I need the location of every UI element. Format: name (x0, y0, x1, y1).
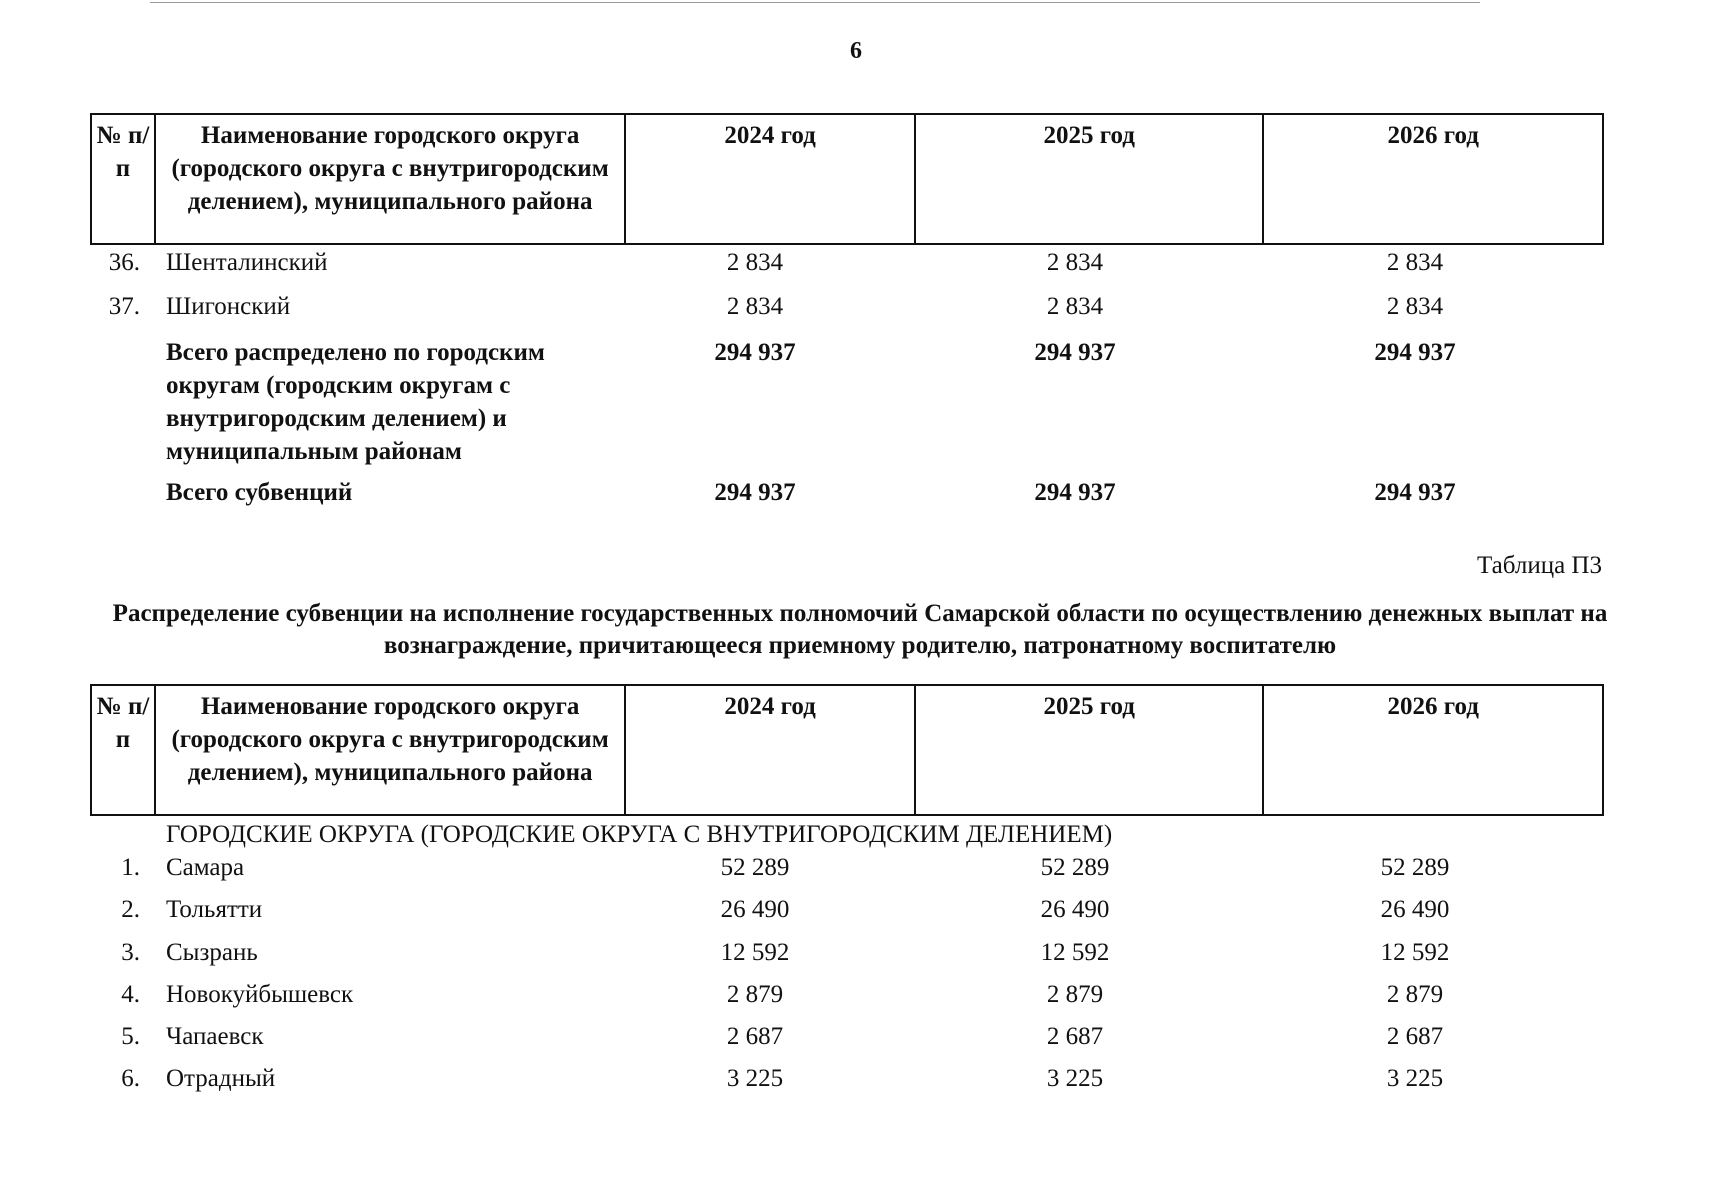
total-subventions-2024: 294 937 (714, 479, 796, 506)
row-num: 2. (121, 896, 140, 923)
row-value-2024: 12 592 (720, 939, 790, 966)
table-title: Распределение субвенции на исполнение государственных полномочий Самарской области по осуществлению денежных выплат на вознаграждение, причитающееся приемному родителю, патронатному воспитателю (112, 600, 1608, 659)
row-value-2024: 3 225 (726, 1065, 784, 1092)
row-name: Шигонский (166, 293, 291, 320)
row-value-2025: 3 225 (1046, 1065, 1104, 1092)
row-num: 5. (121, 1023, 140, 1050)
row-num: 37. (108, 293, 140, 320)
row-value-2025: 12 592 (1040, 939, 1110, 966)
row-value-2024: 26 490 (720, 896, 790, 923)
section-heading: ГОРОДСКИЕ ОКРУГА (ГОРОДСКИЕ ОКРУГА С ВНУТРИГОРОДСКИМ ДЕЛЕНИЕМ) (166, 821, 1113, 848)
row-num: 36. (108, 249, 140, 276)
row-name: Шенталинский (166, 249, 328, 276)
table-header (90, 113, 1604, 245)
row-value-2026: 3 225 (1386, 1065, 1444, 1092)
row-value-2026: 2 834 (1386, 249, 1444, 276)
header-num: № п/п (92, 115, 156, 243)
header-year-2025: 2025 год (916, 686, 1265, 814)
header-year-2024: 2024 год (626, 115, 916, 243)
header-name: Наименование городского округа (городского округа с внутригородским делением), муниципального района (156, 686, 626, 814)
row-value-2025: 52 289 (1040, 854, 1110, 881)
total-distributed-2024: 294 937 (714, 339, 796, 366)
table-label: Таблица П3 (1477, 552, 1602, 579)
row-value-2024: 2 687 (726, 1023, 784, 1050)
row-value-2025: 2 834 (1046, 293, 1104, 320)
row-name: Отрадный (166, 1065, 276, 1092)
row-value-2026: 2 879 (1386, 981, 1444, 1008)
row-num: 1. (121, 854, 140, 881)
header-num: № п/п (92, 686, 156, 814)
row-value-2024: 2 834 (726, 249, 784, 276)
row-value-2026: 26 490 (1380, 896, 1450, 923)
row-value-2025: 2 834 (1046, 249, 1104, 276)
total-distributed-2026: 294 937 (1374, 339, 1456, 366)
row-value-2024: 52 289 (720, 854, 790, 881)
row-value-2026: 12 592 (1380, 939, 1450, 966)
row-name: Чапаевск (166, 1023, 264, 1050)
row-name: Самара (166, 854, 245, 881)
row-value-2026: 2 834 (1386, 293, 1444, 320)
header-name: Наименование городского округа (городского округа с внутригородским делением), муниципального района (156, 115, 626, 243)
row-num: 4. (121, 981, 140, 1008)
row-num: 3. (121, 939, 140, 966)
total-distributed-label: Всего распределено по городским округам (городским округам с внутригородским делением) и муниципальным районам (166, 339, 545, 465)
row-value-2025: 26 490 (1040, 896, 1110, 923)
row-value-2026: 52 289 (1380, 854, 1450, 881)
row-value-2026: 2 687 (1386, 1023, 1444, 1050)
row-num: 6. (121, 1065, 140, 1092)
header-year-2025: 2025 год (916, 115, 1265, 243)
row-value-2024: 2 879 (726, 981, 784, 1008)
row-name: Сызрань (166, 939, 258, 966)
top-rule (150, 2, 1480, 3)
row-value-2024: 2 834 (726, 293, 784, 320)
total-subventions-2025: 294 937 (1034, 479, 1116, 506)
table-header (90, 684, 1604, 816)
total-subventions-2026: 294 937 (1374, 479, 1456, 506)
header-year-2026: 2026 год (1387, 122, 1479, 149)
row-name: Новокуйбышевск (166, 981, 354, 1008)
row-name: Тольятти (166, 896, 263, 923)
row-value-2025: 2 687 (1046, 1023, 1104, 1050)
total-subventions-label: Всего субвенций (166, 479, 353, 506)
total-distributed-2025: 294 937 (1034, 339, 1116, 366)
page-number: 6 (850, 38, 862, 64)
header-year-2026: 2026 год (1387, 693, 1479, 720)
row-value-2025: 2 879 (1046, 981, 1104, 1008)
header-year-2024: 2024 год (626, 686, 916, 814)
